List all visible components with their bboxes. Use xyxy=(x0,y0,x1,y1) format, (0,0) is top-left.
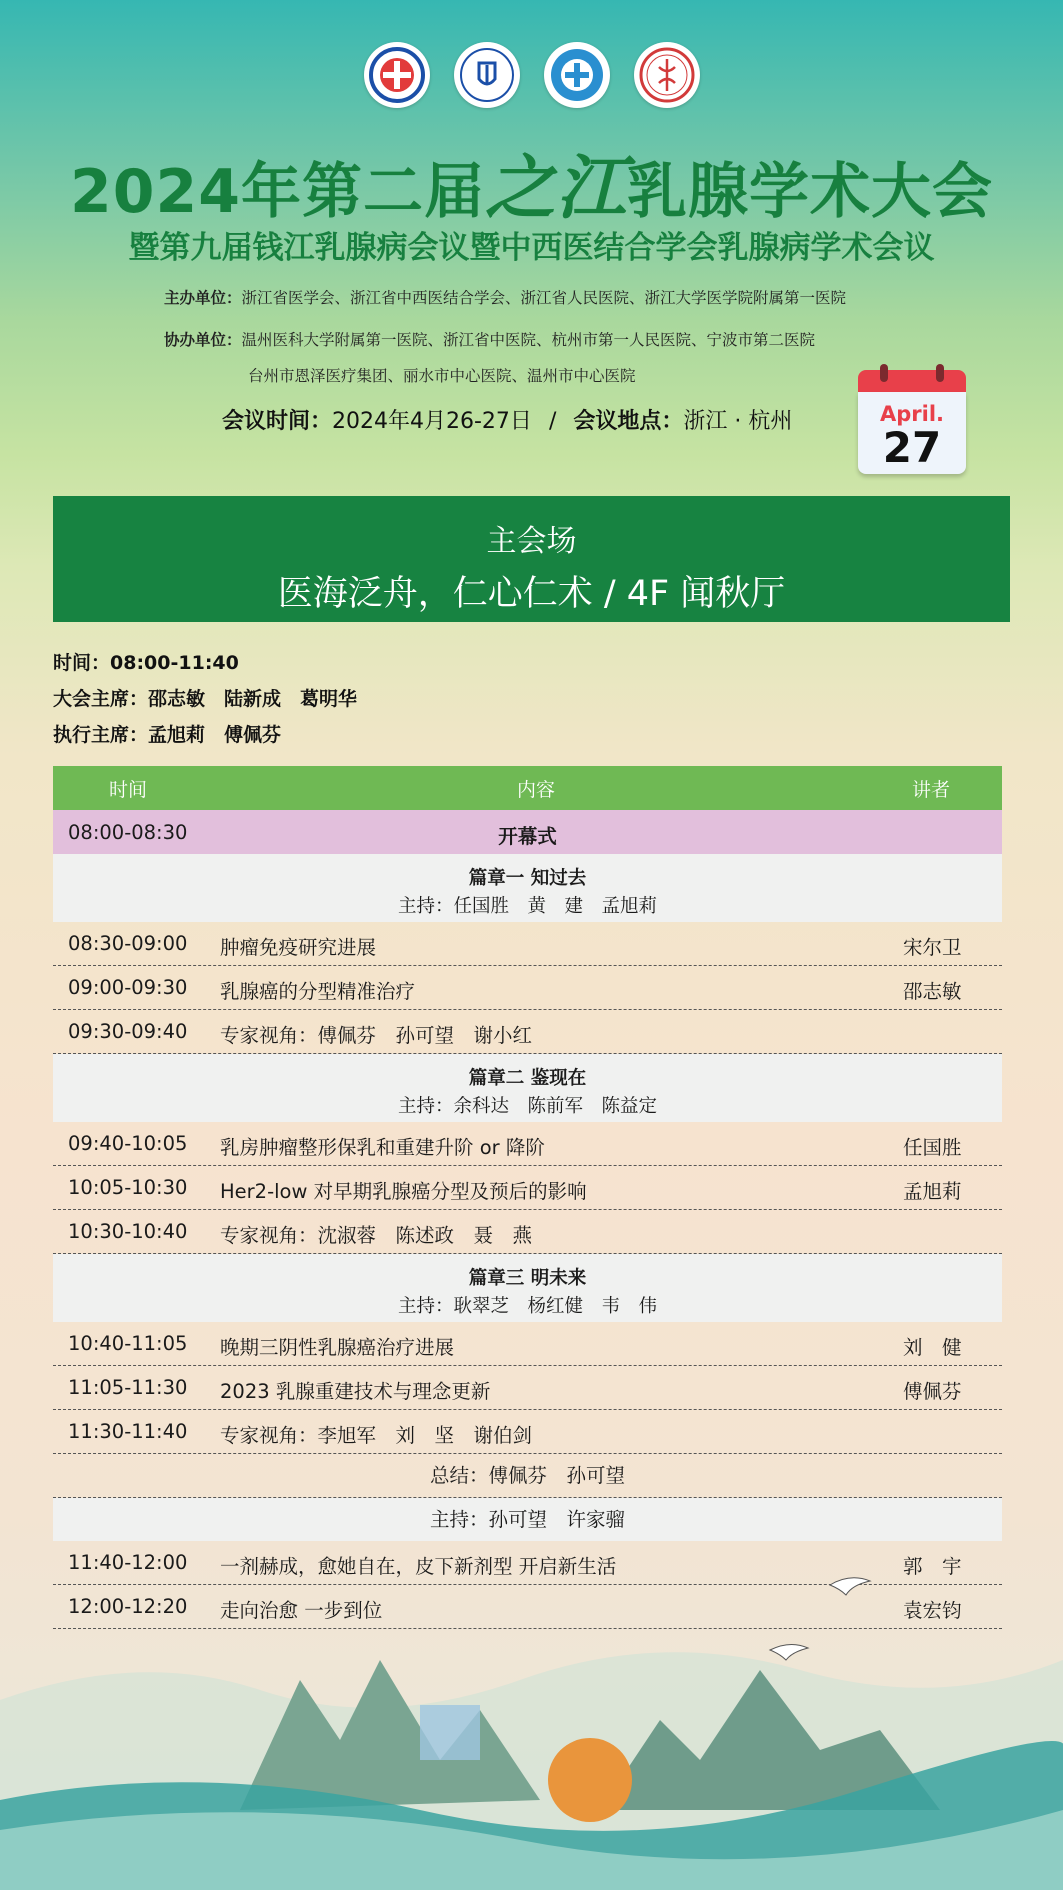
title-part-1: 2024年第二届 xyxy=(70,157,485,227)
session-time-value: 08:00-11:40 xyxy=(110,652,239,674)
table-header xyxy=(53,766,1002,810)
host-text: 浙江省医学会、浙江省中西医结合学会、浙江省人民医院、浙江大学医学院附属第一医院 xyxy=(241,289,847,307)
chapter-title: 篇章一 知过去 xyxy=(468,868,587,889)
calendar-day: 27 xyxy=(882,423,942,472)
session-chair-label: 大会主席： xyxy=(53,688,149,710)
row-time: 09:40-10:05 xyxy=(68,1132,188,1155)
table-row xyxy=(53,1366,1002,1410)
row-time: 10:30-10:40 xyxy=(68,1220,188,1243)
calendar-ring xyxy=(936,364,944,382)
schedule-table xyxy=(53,766,1002,1629)
title-calligraphy: 之江 xyxy=(485,146,627,229)
session-time xyxy=(53,648,239,675)
table-row xyxy=(53,922,1002,966)
host-label: 主办单位： xyxy=(164,289,242,307)
row-speaker: 刘 健 xyxy=(903,1336,962,1359)
row-time: 10:40-11:05 xyxy=(68,1332,188,1355)
row-content: 专家视角：傅佩芬 孙可望 谢小红 xyxy=(220,1024,533,1047)
table-row xyxy=(53,1166,1002,1210)
chapter-host: 主持：余科达 陈前军 陈益定 xyxy=(397,1096,657,1117)
meeting-time-label: 会议时间： xyxy=(222,409,333,434)
building-icon xyxy=(420,1705,480,1760)
row-time: 11:05-11:30 xyxy=(68,1376,188,1399)
table-row xyxy=(53,1010,1002,1054)
chapter-host: 主持：耿翠芝 杨红健 韦 伟 xyxy=(397,1296,657,1317)
row-content: 专家视角：沈淑蓉 陈述政 聂 燕 xyxy=(220,1224,533,1247)
logo-row xyxy=(0,42,1063,108)
row-content: 肿瘤免疫研究进展 xyxy=(220,936,377,959)
crane-icon xyxy=(770,1644,808,1660)
mountain-left xyxy=(240,1660,540,1810)
row-speaker: 郭 宇 xyxy=(903,1555,962,1578)
header-content: 内容 xyxy=(517,778,556,801)
row-time: 10:05-10:30 xyxy=(68,1176,188,1199)
chapter-title: 篇章三 明未来 xyxy=(468,1268,587,1289)
chapter-header xyxy=(53,1054,1002,1122)
row-speaker: 傅佩芬 xyxy=(903,1380,962,1403)
host-organizers xyxy=(164,286,846,308)
meeting-time-value: 2024年4月26-27日 xyxy=(332,409,532,434)
summary-row: 总结：傅佩芬 孙可望 xyxy=(53,1454,1002,1498)
row-content: 2023 乳腺重建技术与理念更新 xyxy=(220,1380,491,1403)
co-organizers-line-2: 台州市恩泽医疗集团、丽水市中心医院、温州市中心医院 xyxy=(248,367,636,385)
opening-row xyxy=(53,810,1002,854)
crane-icon xyxy=(830,1578,870,1595)
row-content: 乳腺癌的分型精准治疗 xyxy=(220,980,416,1003)
meeting-place-label: 会议地点： xyxy=(573,409,684,434)
meeting-info xyxy=(222,404,792,435)
meeting-separator: / xyxy=(548,409,557,434)
row-speaker: 邵志敏 xyxy=(903,980,962,1003)
row-speaker: 孟旭莉 xyxy=(903,1180,962,1203)
session-time-label: 时间： xyxy=(53,652,111,674)
row-content: 开幕式 xyxy=(498,825,557,848)
main-title xyxy=(0,132,1063,233)
calendar-ring xyxy=(880,364,888,382)
session-exec-value: 孟旭莉 傅佩芬 xyxy=(148,724,282,746)
row-content: 晚期三阴性乳腺癌治疗进展 xyxy=(220,1336,455,1359)
banner-title: 主会场 xyxy=(486,524,577,559)
meeting-place-value: 浙江 · 杭州 xyxy=(683,409,793,434)
chapter-title: 篇章二 鉴现在 xyxy=(468,1068,587,1089)
table-row xyxy=(53,1322,1002,1366)
row-speaker: 袁宏钧 xyxy=(903,1599,962,1622)
main-venue-banner xyxy=(53,496,1010,622)
table-row xyxy=(53,966,1002,1010)
row-speaker: 宋尔卫 xyxy=(903,936,962,959)
row-time: 12:00-12:20 xyxy=(68,1595,188,1618)
co-label: 协办单位： xyxy=(164,331,242,349)
logo-zhejiang-university-first-hospital xyxy=(544,42,610,108)
calendar-month: April. xyxy=(879,402,944,426)
calendar-icon xyxy=(858,364,968,476)
chapter-header xyxy=(53,1254,1002,1322)
row-content: Her2-low 对早期乳腺癌分型及预后的影响 xyxy=(220,1180,587,1203)
row-content: 走向治愈 一步到位 xyxy=(220,1599,383,1622)
table-row xyxy=(53,1122,1002,1166)
session-exec-chairs xyxy=(53,720,281,747)
sun-icon xyxy=(548,1738,632,1822)
session-exec-label: 执行主席： xyxy=(53,724,149,746)
row-time: 08:00-08:30 xyxy=(68,821,188,844)
subtitle: 暨第九届钱江乳腺病会议暨中西医结合学会乳腺病学术会议 xyxy=(128,230,935,266)
session-chairs xyxy=(53,684,357,711)
table-row xyxy=(53,1210,1002,1254)
co-organizers xyxy=(164,328,815,350)
co-line-1: 温州医科大学附属第一医院、浙江省中医院、杭州市第一人民医院、宁波市第二医院 xyxy=(241,331,816,349)
session-chair-value: 邵志敏 陆新成 葛明华 xyxy=(148,688,358,710)
calendar-body xyxy=(858,392,966,474)
header-time: 时间 xyxy=(109,778,148,801)
chapter-host: 主持：任国胜 黄 建 孟旭莉 xyxy=(397,896,657,917)
row-time: 11:30-11:40 xyxy=(68,1420,188,1443)
host-row: 主持：孙可望 许家骝 xyxy=(53,1498,1002,1541)
logo-zhejiang-medical-association xyxy=(364,42,430,108)
row-content: 乳房肿瘤整形保乳和重建升阶 or 降阶 xyxy=(220,1136,545,1159)
row-time: 09:30-09:40 xyxy=(68,1020,188,1043)
row-speaker: 任国胜 xyxy=(903,1136,962,1159)
logo-zhejiang-provincial-peoples-hospital xyxy=(454,42,520,108)
title-part-2: 乳腺学术大会 xyxy=(627,157,993,227)
row-content: 一剂赫成，愈她自在，皮下新剂型 开启新生活 xyxy=(220,1555,617,1578)
row-content: 专家视角：李旭军 刘 坚 谢伯剑 xyxy=(220,1424,533,1447)
header-speaker: 讲者 xyxy=(912,778,951,801)
table-row xyxy=(53,1410,1002,1454)
row-time: 08:30-09:00 xyxy=(68,932,188,955)
logo-zain xyxy=(634,42,700,108)
row-time: 11:40-12:00 xyxy=(68,1551,188,1574)
chapter-header xyxy=(53,854,1002,922)
row-time: 09:00-09:30 xyxy=(68,976,188,999)
landscape-illustration xyxy=(0,1560,1063,1890)
banner-subtitle: 医海泛舟，仁心仁术 / 4F 闻秋厅 xyxy=(277,574,786,614)
